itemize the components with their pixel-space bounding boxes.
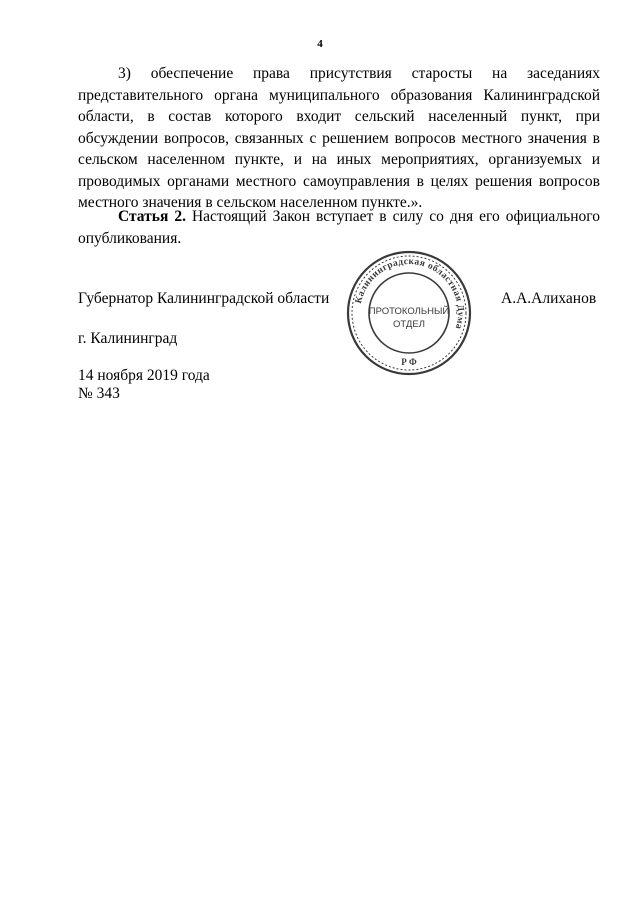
official-stamp (345, 249, 473, 377)
article-2-paragraph (78, 206, 600, 249)
article-2-block (78, 206, 600, 249)
governor-name: А.А.Алиханов (501, 290, 597, 307)
governor-title: Губернатор Калининградской области (78, 290, 330, 307)
signing-date: 14 ноября 2019 года (78, 367, 210, 384)
place-of-signing: г. Калининград (78, 330, 178, 347)
stamp-ring-text: Калининградская областная Дума (353, 256, 466, 331)
article-2-text: Настоящий Закон вступает в силу со дня его официального опубликования. (78, 208, 601, 247)
article-2-label: Статья 2. (118, 208, 186, 225)
page-number: 4 (317, 38, 323, 50)
stamp-center-line-1: ПРОТОКОЛЬНЫЙ (368, 306, 450, 317)
stamp-center-line-2: ОТДЕЛ (393, 319, 425, 330)
paragraph-1-block (78, 63, 600, 214)
stamp-bottom-text: Р Ф (401, 357, 417, 367)
paragraph-1: 3) обеспечение права присутствия старосты на заседаниях представительного органа муниципального образования Калининградской области, в состав которого входит сельский населенный пункт, при обсуждении вопросов, связанных с решением вопросов местного значения в сельском населенном пункте, и на иных мероприятиях, организуемых и проводимых органами местного самоуправления в целях решения вопросов местного значения в сельском населенном пункте.». (78, 65, 600, 211)
law-number: № 343 (78, 385, 120, 402)
